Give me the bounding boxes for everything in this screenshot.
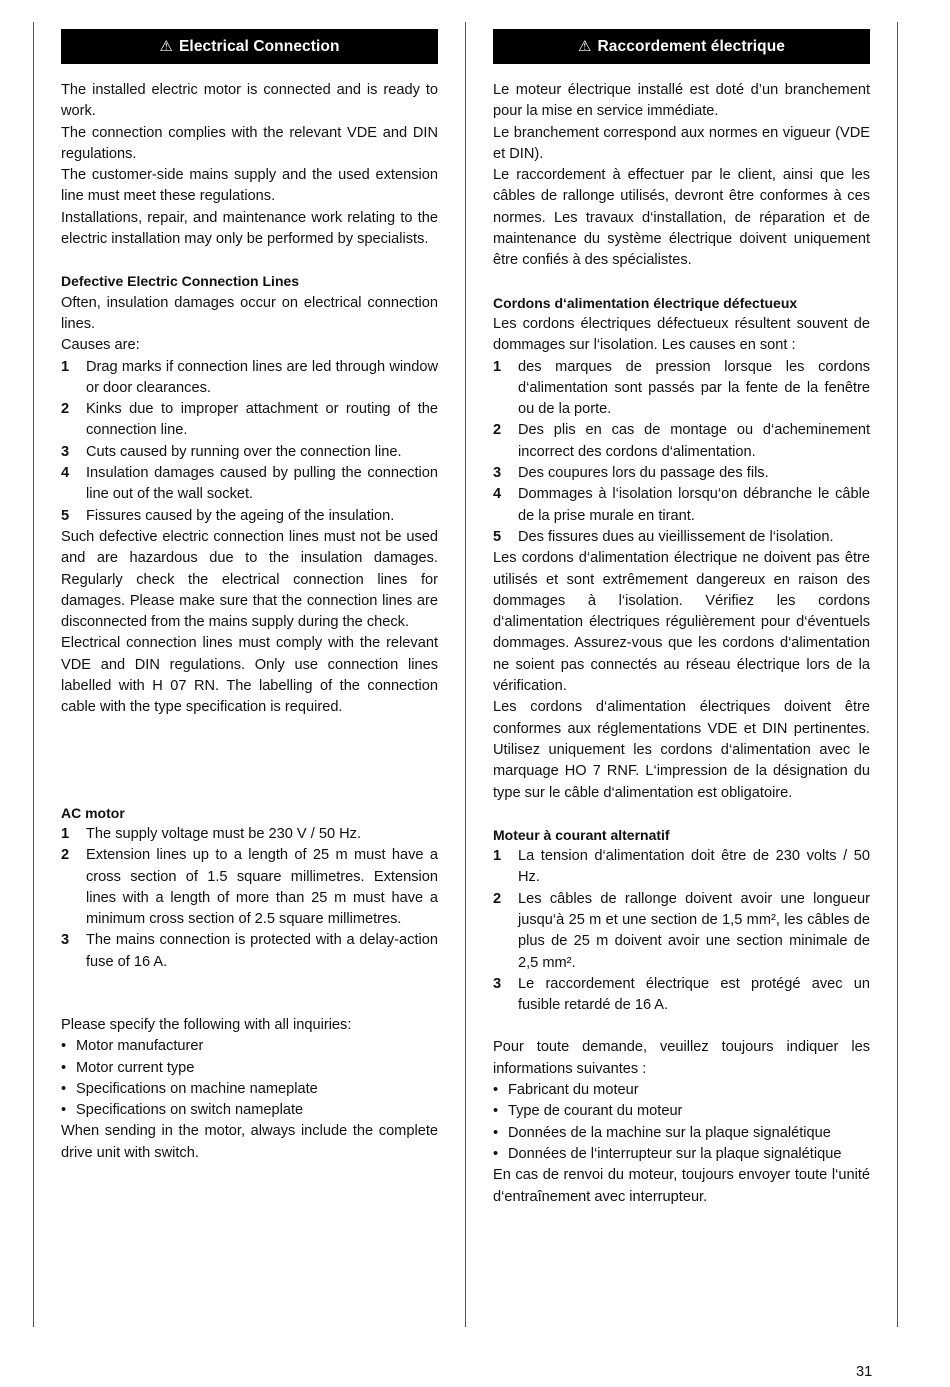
list-item <box>493 527 870 548</box>
item-number: 4 <box>61 465 70 482</box>
bullet-icon: • <box>61 1059 67 1076</box>
paragraph: Les cordons électriques défectueux résultent souvent de dommages sur l‘isolation. Les causes en sont : <box>493 315 870 354</box>
item-number: 2 <box>61 401 70 418</box>
item-text: Dommages à l‘isolation lorsqu‘on débranche le câble de la prise murale en tirant. <box>518 486 870 524</box>
bullet-icon: • <box>61 1080 67 1097</box>
bullet-icon: • <box>493 1103 499 1120</box>
item-text: Type de courant du moteur <box>508 1103 683 1120</box>
item-text: Motor current type <box>76 1059 195 1076</box>
item-number: 2 <box>493 890 502 907</box>
item-number: 5 <box>61 507 70 524</box>
item-text: Le raccordement électrique est protégé avec un fusible retardé de 16 A. <box>518 975 870 1014</box>
item-text: Drag marks if connection lines are led through window or door clearances. <box>86 358 438 396</box>
left-margin-rule <box>33 22 34 1327</box>
item-text: Des coupures lors du passage des fils. <box>518 465 769 482</box>
paragraph: Please specify the following with all inquiries: <box>61 1016 352 1033</box>
paragraph: Electrical connection lines must comply with the relevant VDE and DIN regulations. Only use connection lines labelled with H 07 RN. The labelling of the connection cable with the type specification is required. <box>61 635 438 716</box>
item-number: 3 <box>61 443 70 460</box>
list-item <box>493 357 870 421</box>
paragraph: Les cordons d‘alimentation électriques doivent être conformes aux réglementations VDE et DIN pertinentes. Utilisez uniquement les cordons d‘alimentation avec le marquage HO 7 RNF. L‘impression de la désignation du type sur le câble d‘alimentation est obligatoire. <box>493 699 870 801</box>
item-text: Specifications on machine nameplate <box>76 1080 318 1097</box>
item-number: 3 <box>493 465 502 482</box>
paragraph: When sending in the motor, always include the complete drive unit with switch. <box>61 1123 438 1161</box>
header-title: Raccordement électrique <box>597 38 786 55</box>
list-item <box>61 824 438 845</box>
list-item <box>493 889 870 974</box>
item-text: Fissures caused by the ageing of the insulation. <box>86 507 395 524</box>
section-header-english <box>61 29 438 64</box>
bullet-item <box>493 1123 870 1144</box>
item-text: The mains connection is protected with a delay-action fuse of 16 A. <box>86 932 438 970</box>
bullet-item <box>61 1100 438 1121</box>
intro-paragraph: The connection complies with the relevant VDE and DIN regulations. <box>61 124 438 162</box>
page-number: 31 <box>856 1364 873 1380</box>
section-heading: AC motor <box>61 804 125 821</box>
list-item <box>61 506 438 527</box>
bullet-icon: • <box>61 1102 67 1119</box>
item-number: 2 <box>493 422 502 439</box>
intro-paragraph: The customer-side mains supply and the used extension line must meet these regulations. <box>61 167 438 205</box>
item-text: Specifications on switch nameplate <box>76 1102 304 1119</box>
list-item <box>61 463 438 506</box>
bullet-icon: • <box>493 1145 499 1162</box>
list-item <box>61 399 438 442</box>
item-number: 4 <box>493 486 502 503</box>
list-item <box>493 463 870 484</box>
paragraph: Such defective electric connection lines must not be used and are hazardous due to the insulation damages. Regularly check the electrical connection lines for damages. Please make sure that the connection lines are disconnected from the mains supply during the check. <box>61 528 438 631</box>
bullet-item <box>493 1080 870 1101</box>
item-text: Données de la machine sur la plaque signalétique <box>508 1124 831 1141</box>
item-text: Extension lines up to a length of 25 m must have a cross section of 1.5 square millimetres. Extension lines with a length of more than 25 m must have a minimum cross section of 2.5 square millimetres. <box>86 847 438 928</box>
bullet-icon: • <box>493 1124 499 1141</box>
bullet-item <box>493 1101 870 1122</box>
paragraph: Pour toute demande, veuillez toujours indiquer les informations suivantes : <box>493 1039 870 1077</box>
intro-paragraph: Installations, repair, and maintenance work relating to the electric installation may only be performed by specialists. <box>61 209 438 248</box>
intro-paragraph: Le branchement correspond aux normes en vigueur (VDE et DIN). <box>493 124 870 162</box>
item-number: 2 <box>61 847 70 864</box>
item-number: 1 <box>493 358 502 375</box>
section-heading: Cordons d‘alimentation électrique défectueux <box>493 294 798 311</box>
item-number: 3 <box>493 975 502 992</box>
section-heading: Defective Electric Connection Lines <box>61 273 300 290</box>
section-header-french <box>493 29 870 64</box>
section-heading: Moteur à courant alternatif <box>493 826 670 843</box>
english-column <box>61 29 438 1164</box>
item-text: Des fissures dues au vieillissement de l‘isolation. <box>518 528 834 545</box>
warning-icon: ⚠ <box>159 38 173 55</box>
bullet-item <box>61 1079 438 1100</box>
intro-paragraph: The installed electric motor is connected and is ready to work. <box>61 82 438 120</box>
list-item <box>493 974 870 1017</box>
header-title: Electrical Connection <box>178 38 340 55</box>
intro-paragraph: Le raccordement à effectuer par le client, ainsi que les câbles de rallonge utilisés, devront être conformes à ces normes. Les travaux d‘installation, de réparation et de maintenance du système électrique doivent uniquement être confiés à des spécialistes. <box>493 167 870 269</box>
item-text: Les câbles de rallonge doivent avoir une longueur jusqu‘à 25 m et une section de 1,5 mm², les câbles de plus de 25 m doivent avoir une section minimale de 2,5 mm². <box>518 890 870 971</box>
item-number: 1 <box>61 358 70 375</box>
item-text: Des plis en cas de montage ou d‘acheminement incorrect des cordons d‘alimentation. <box>518 422 870 460</box>
item-text: Données de l‘interrupteur sur la plaque signalétique <box>508 1145 842 1162</box>
warning-icon: ⚠ <box>577 38 592 55</box>
bullet-icon: • <box>493 1082 499 1099</box>
bullet-item <box>493 1144 870 1165</box>
item-number: 1 <box>61 825 70 842</box>
list-item <box>61 357 438 400</box>
list-item <box>61 845 438 930</box>
french-column <box>493 29 870 1208</box>
item-text: Motor manufacturer <box>76 1038 204 1055</box>
item-text: The supply voltage must be 230 V / 50 Hz. <box>86 825 362 842</box>
bullet-item <box>61 1058 438 1079</box>
list-item <box>61 442 438 463</box>
item-text: Cuts caused by running over the connection line. <box>86 443 402 460</box>
bullet-icon: • <box>61 1038 67 1055</box>
paragraph: En cas de renvoi du moteur, toujours envoyer toute l‘unité d‘entraînement avec interrupteur. <box>493 1167 870 1205</box>
item-number: 3 <box>61 932 70 949</box>
paragraph: Les cordons d‘alimentation électrique ne doivent pas être utilisés et sont extrêmement dangereux en raison des dommages à l‘isolation. Vérifiez les cordons d‘alimentation électriques régulièrement pour d‘éventuels dommages. Assurez-vous que les cordons d‘alimentation ne soient pas connectés au réseau électrique lors de la vérification. <box>493 550 870 695</box>
list-item <box>61 930 438 973</box>
right-margin-rule <box>897 22 898 1327</box>
item-number: 1 <box>493 848 502 865</box>
item-text: Insulation damages caused by pulling the connection line out of the wall socket. <box>86 465 438 503</box>
list-item <box>493 846 870 889</box>
list-item <box>493 484 870 527</box>
paragraph: Causes are: <box>61 337 140 354</box>
intro-paragraph: Le moteur électrique installé est doté d’un branchement pour la mise en service immédiate. <box>493 82 870 120</box>
item-text: Fabricant du moteur <box>508 1082 639 1099</box>
item-text: des marques de pression lorsque les cordons d‘alimentation sont passés par la fente de la fenêtre ou de la porte. <box>518 358 870 418</box>
item-number: 5 <box>493 528 502 545</box>
item-text: La tension d‘alimentation doit être de 230 volts / 50 Hz. <box>518 848 870 886</box>
bullet-item <box>61 1036 438 1057</box>
list-item <box>493 420 870 463</box>
center-column-rule <box>465 22 466 1327</box>
paragraph: Often, insulation damages occur on electrical connection lines. <box>61 294 438 332</box>
item-text: Kinks due to improper attachment or routing of the connection line. <box>86 401 438 439</box>
